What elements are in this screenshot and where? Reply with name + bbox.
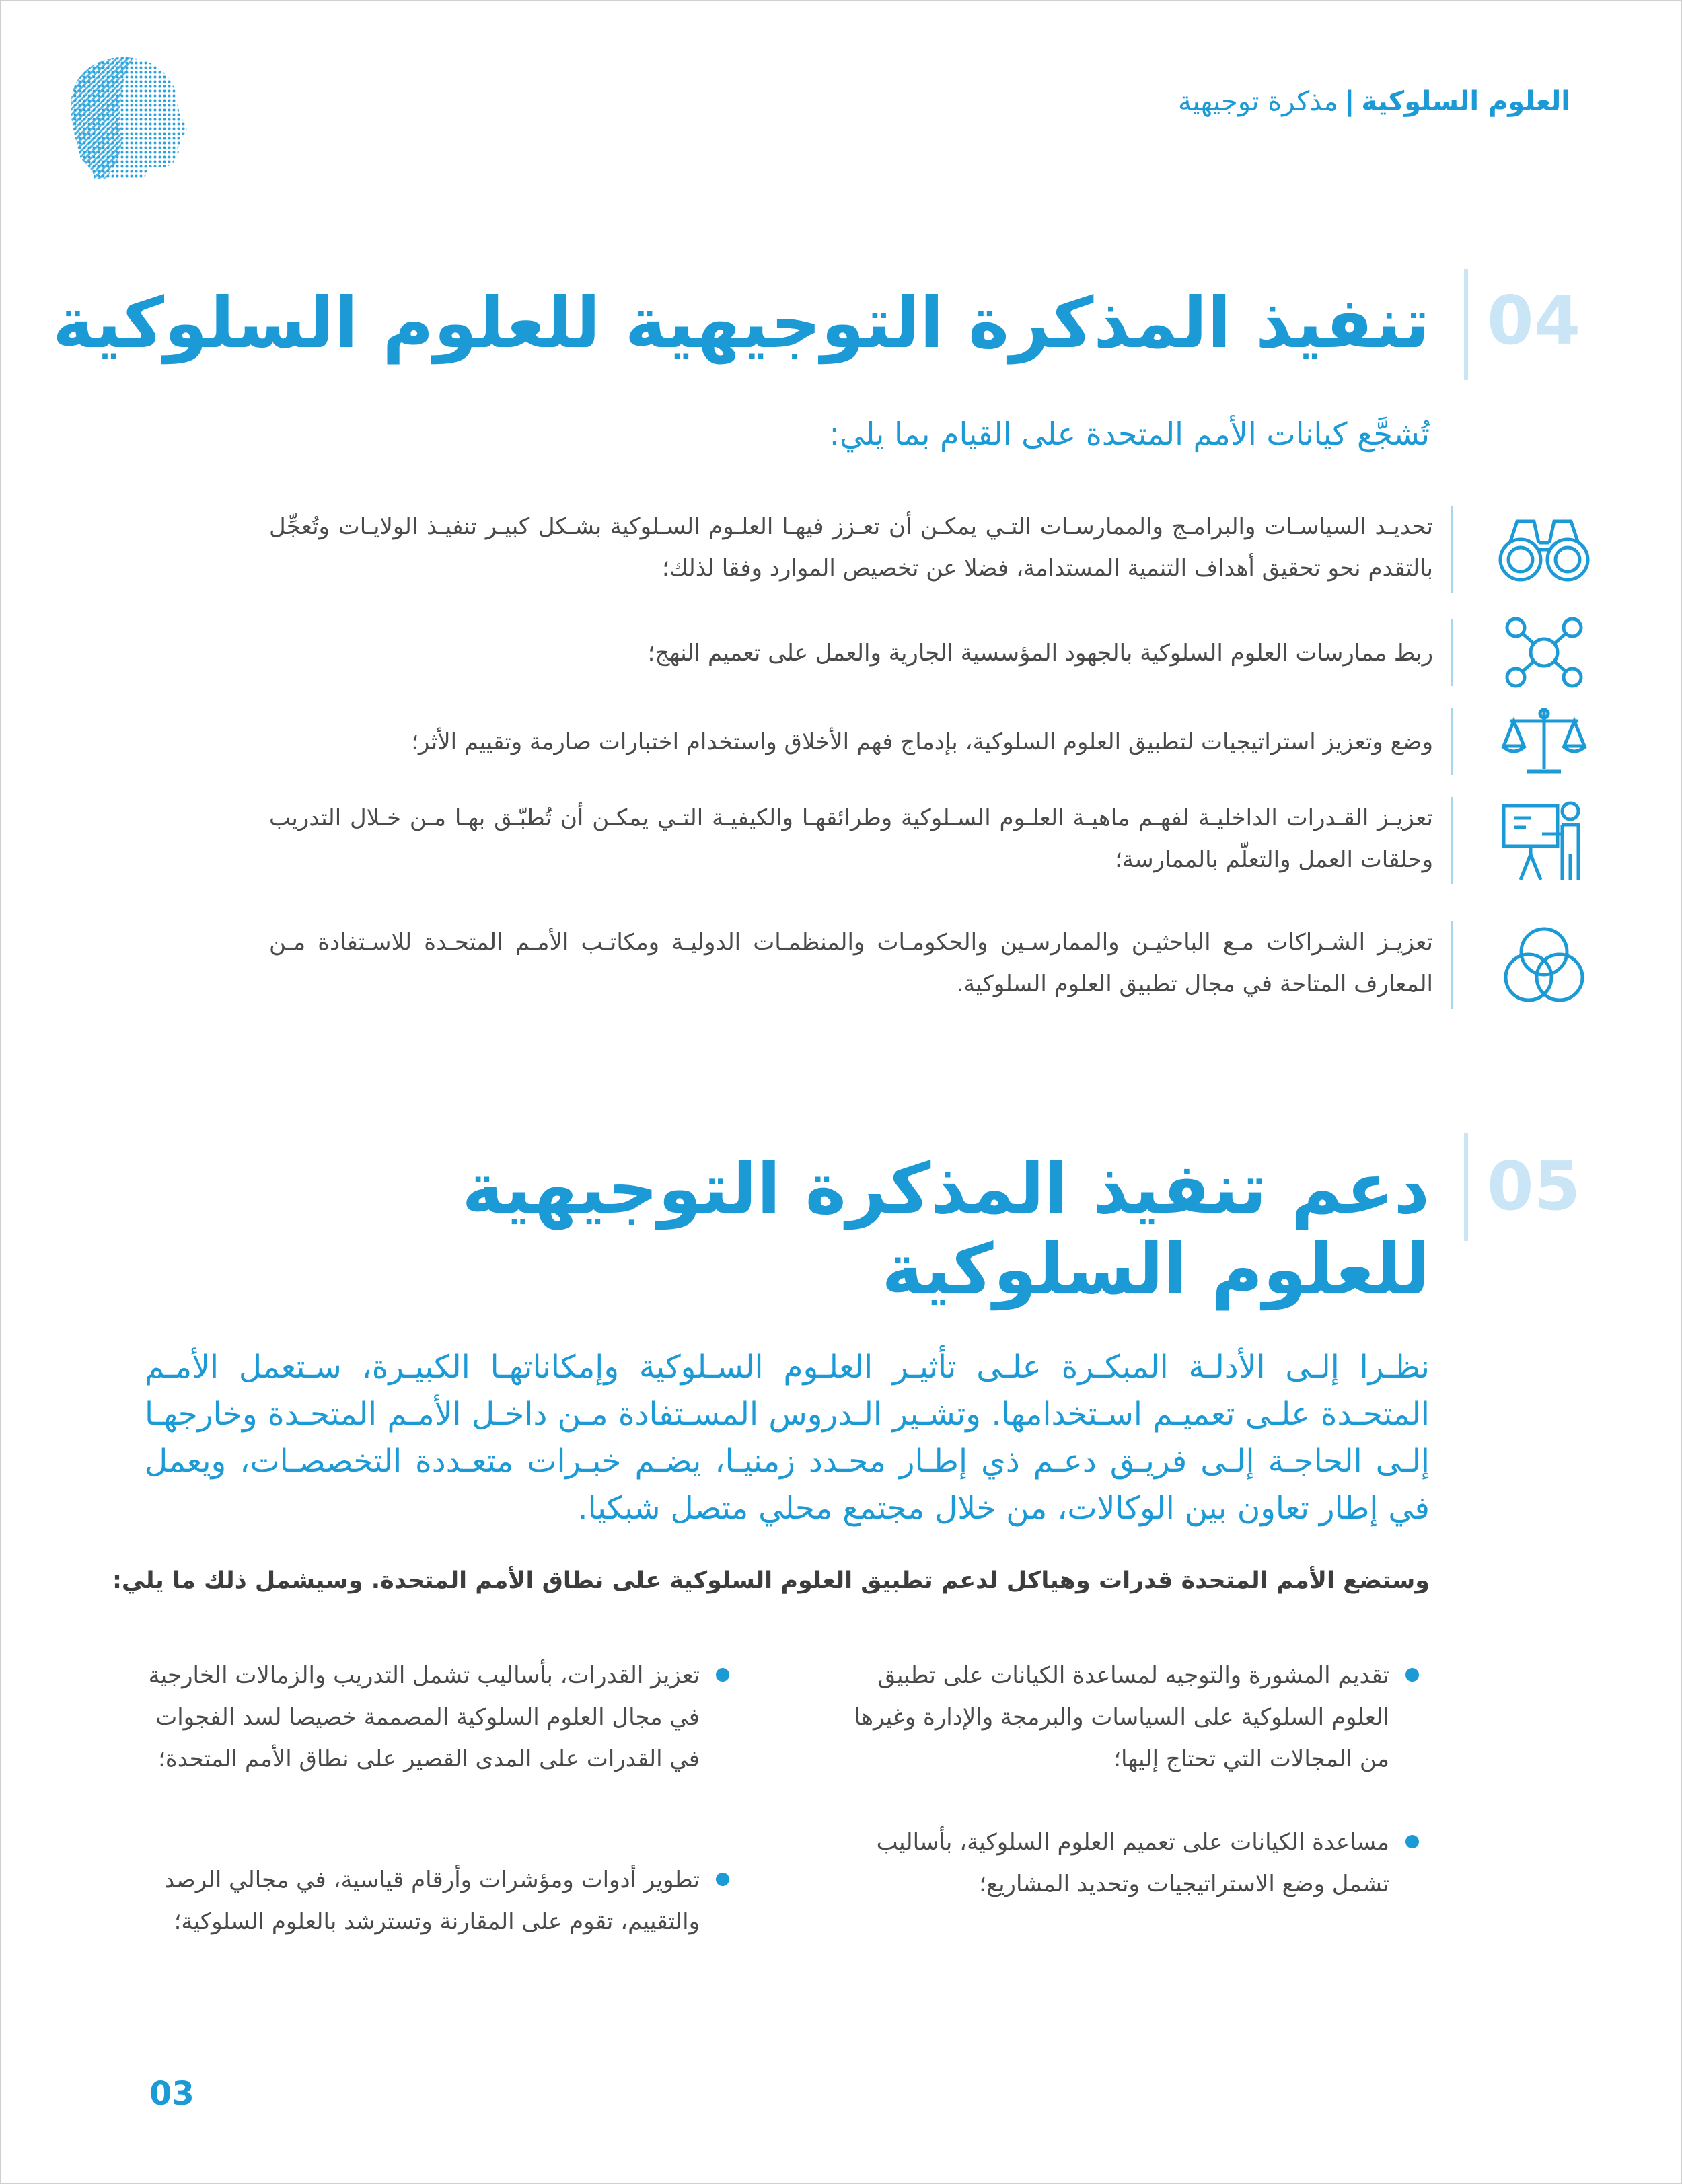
list-item (135, 619, 1591, 686)
head-silhouette-logo (54, 51, 188, 179)
list-item (135, 506, 1591, 593)
item-text: تعزيـز الشـراكات مـع الباحثيـن والممارسـين والحكومـات والمنظمـات الدوليـة ومكاتـب الأمـم المتحـدة للاسـتفادة مـن المعارف المتاحة في مجال تطبيق العلوم السلوكية. (269, 929, 1433, 997)
binoculars-icon (1497, 509, 1591, 590)
list-item (135, 708, 1591, 775)
bullet-text: تقديم المشورة والتوجيه لمساعدة الكيانات على تطبيق العلوم السلوكية على السياسات والبرمجة والإدارة وغيرها من المجالات التي تحتاج إليها؛ (854, 1662, 1389, 1772)
list-item (141, 1859, 700, 1943)
bullet-text: مساعدة الكيانات على تعميم العلوم السلوكية، بأساليب تشمل وضع الاستراتيجيات وتحديد المشاريع؛ (876, 1829, 1389, 1897)
header-separator: | (1344, 86, 1355, 117)
bullet-icon (1405, 1668, 1419, 1682)
bullet-icon (1405, 1835, 1419, 1848)
network-icon (1497, 615, 1591, 689)
list-item (135, 921, 1591, 1009)
header-title-rest: مذكرة توجيهية (1177, 86, 1338, 117)
list-item (141, 1655, 700, 1780)
item-text: تحديـد السياسـات والبرامـج والممارسـات التـي يمكـن أن تعـزز فيهـا العلـوم السـلوكية بشـكل كبيـر تنفيـذ الولايـات وتُعجِّل بالتقدم نحو تحقيق أهداف التنمية المستدامة، فضلا عن تخصيص الموارد وفقا لذلك؛ (269, 513, 1433, 582)
scales-icon (1497, 704, 1591, 778)
section-number-05: 05 (1487, 1147, 1581, 1226)
page-number: 03 (149, 2075, 194, 2113)
section-number-04: 04 (1487, 281, 1581, 360)
bullet-text: تطوير أدوات ومؤشرات وأرقام قياسية، في مجالي الرصد والتقييم، تقوم على المقارنة وتسترشد بالعلوم السلوكية؛ (163, 1867, 700, 1935)
item-divider (1451, 797, 1453, 884)
item-divider (1451, 708, 1453, 775)
section-paragraph-05: نظـرا إلـى الأدلـة المبكـرة علـى تأثيـر العلـوم السـلوكية وإمكاناتهـا الكبيـرة، سـتعمل الأمـم المتحـدة علـى تعميـم اسـتخدامها. وتشـير الـدروس المسـتفادة مـن داخـل الأمـم المتحـدة وخارجهـا إلـى الحاجـة إلـى فريـق دعـم ذي إطـار محـدد زمنيـا، يضـم خبـرات متعـددة التخصصـات، ويعمل في إطار تعاون بين الوكالات، من خلال مجتمع محلي متصل شبكيا. (145, 1349, 1430, 1527)
venn-icon (1497, 921, 1591, 1009)
running-header (1178, 86, 1570, 117)
list-item (844, 1821, 1389, 1905)
section-title-04: تنفيذ المذكرة التوجيهية للعلوم السلوكية (52, 282, 1430, 364)
list-item (135, 797, 1591, 884)
header-title-bold: العلوم السلوكية (1361, 86, 1570, 117)
item-text: ربط ممارسات العلوم السلوكية بالجهود المؤسسية الجارية والعمل على تعميم النهج؛ (647, 640, 1433, 667)
presenter-icon (1497, 797, 1591, 884)
section-title-05-line2: للعلوم السلوكية (881, 1228, 1430, 1310)
item-text: وضع وتعزيز استراتيجيات لتطبيق العلوم السلوكية، بإدماج فهم الأخلاق واستخدام اختبارات صارمة وتقييم الأثر؛ (411, 728, 1433, 755)
item-divider (1451, 506, 1453, 593)
item-divider (1451, 921, 1453, 1009)
section-intro-04: تُشجَّع كيانات الأمم المتحدة على القيام بما يلي: (829, 416, 1430, 452)
item-divider (1451, 619, 1453, 686)
bullet-icon (716, 1668, 729, 1682)
section-title-05-line1: دعم تنفيذ المذكرة التوجيهية (462, 1147, 1430, 1230)
section-divider-04 (1464, 269, 1468, 380)
bullet-icon (716, 1873, 729, 1886)
bullet-text: تعزيز القدرات، بأساليب تشمل التدريب والزمالات الخارجية في مجال العلوم السلوكية المصممة خصيصا لسد الفجوات في القدرات على المدى القصير على نطاق الأمم المتحدة؛ (148, 1662, 700, 1772)
item-text: تعزيـز القـدرات الداخليـة لفهـم ماهيـة العلـوم السـلوكية وطرائقهـا والكيفيـة التـي يمكـن أن تُطبّـق بهـا مـن خـلال التدريب وحلقات العمل والتعلّم بالممارسة؛ (269, 804, 1433, 873)
section-divider-05 (1464, 1133, 1468, 1241)
list-item (844, 1655, 1389, 1780)
section-lead-05: وستضع الأمم المتحدة قدرات وهياكل لدعم تطبيق العلوم السلوكية على نطاق الأمم المتحدة. وسيشمل ذلك ما يلي: (112, 1567, 1430, 1594)
